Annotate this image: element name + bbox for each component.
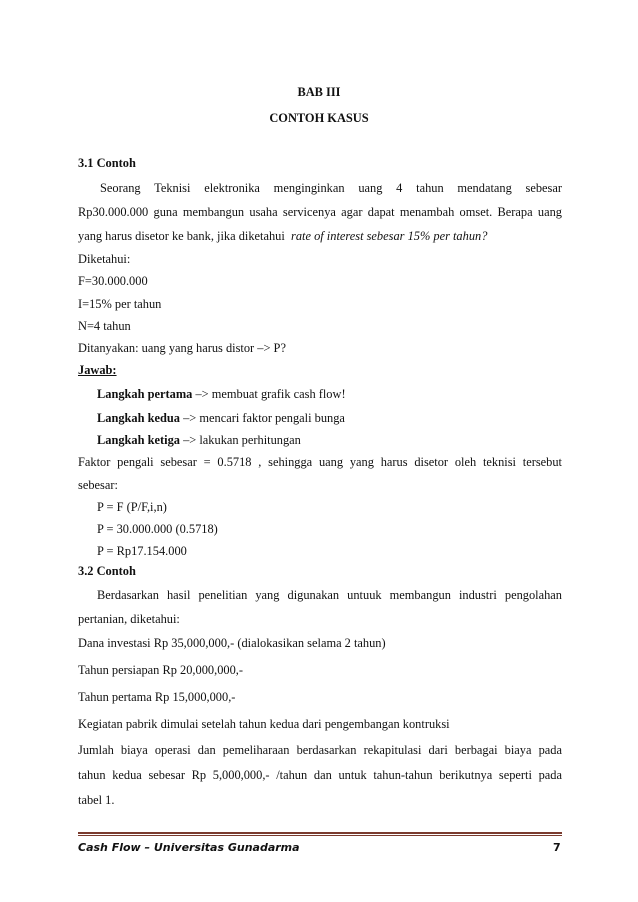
step-2: [97, 410, 345, 426]
paragraph-line: [78, 228, 487, 244]
known-f: F=30.000.000: [78, 274, 148, 288]
first-year-line: Tahun pertama Rp 15,000,000,-: [78, 690, 236, 704]
paragraph-italic-text: rate of interest sebesar 15% per tahun?: [291, 229, 488, 243]
preparation-year-line: Tahun persiapan Rp 20,000,000,-: [78, 663, 243, 677]
step-1-text: –> membuat grafik cash flow!: [192, 387, 346, 401]
chapter-title: CONTOH KASUS: [269, 111, 369, 125]
footer-rule-thin: [78, 835, 562, 836]
paragraph-line: Faktor pengali sebesar = 0.5718 , sehingga uang yang harus disetor oleh teknisi tersebut: [78, 455, 562, 469]
answer-label: Jawab:: [78, 363, 117, 377]
known-i: I=15% per tahun: [78, 297, 162, 311]
equation-2: P = 30.000.000 (0.5718): [97, 522, 218, 536]
step-2-text: –> mencari faktor pengali bunga: [180, 411, 345, 425]
activity-line: Kegiatan pabrik dimulai setelah tahun kedua dari pengembangan kontruksi: [78, 717, 450, 731]
equation-3: P = Rp17.154.000: [97, 544, 187, 558]
paragraph-line: Jumlah biaya operasi dan pemeliharaan berdasarkan rekapitulasi dari berbagai biaya pada: [78, 743, 562, 757]
investment-line: Dana investasi Rp 35,000,000,- (dialokasikan selama 2 tahun): [78, 636, 386, 650]
paragraph-line: Berdasarkan hasil penelitian yang digunakan untuuk membangun industri pengolahan: [97, 588, 562, 602]
paragraph-line: Seorang Teknisi elektronika menginginkan uang 4 tahun mendatang sebesar: [100, 181, 562, 195]
step-3-text: –> lakukan perhitungan: [179, 433, 301, 447]
known-label: Diketahui:: [78, 252, 131, 266]
footer-rule: [78, 832, 562, 834]
paragraph-line: sebesar:: [78, 478, 118, 492]
section-3-1-title: 3.1 Contoh: [78, 156, 136, 170]
equation-1: P = F (P/F,i,n): [97, 500, 167, 514]
paragraph-line: tabel 1.: [78, 793, 115, 807]
paragraph-text: yang harus disetor ke bank, jika diketahui: [78, 229, 285, 243]
step-2-label: Langkah kedua: [97, 411, 180, 425]
chapter-heading: BAB III: [297, 85, 341, 99]
paragraph-line: Rp30.000.000 guna membangun usaha servicenya agar dapat menambah omset. Berapa uang: [78, 205, 562, 219]
asked-line: Ditanyakan: uang yang harus distor –> P?: [78, 341, 286, 355]
step-1: [97, 386, 346, 402]
page-number: 7: [553, 841, 561, 854]
step-3-label: Langkah ketiga: [97, 433, 180, 447]
known-n: N=4 tahun: [78, 319, 131, 333]
paragraph-line: pertanian, diketahui:: [78, 612, 180, 626]
step-3: [97, 432, 301, 448]
step-1-label: Langkah pertama: [97, 387, 193, 401]
footer-text: Cash Flow – Universitas Gunadarma: [78, 841, 300, 854]
paragraph-line: tahun kedua sebesar Rp 5,000,000,- /tahun dan untuk tahun-tahun berikutnya seperti pada: [78, 768, 562, 782]
section-3-2-title: 3.2 Contoh: [78, 564, 136, 578]
